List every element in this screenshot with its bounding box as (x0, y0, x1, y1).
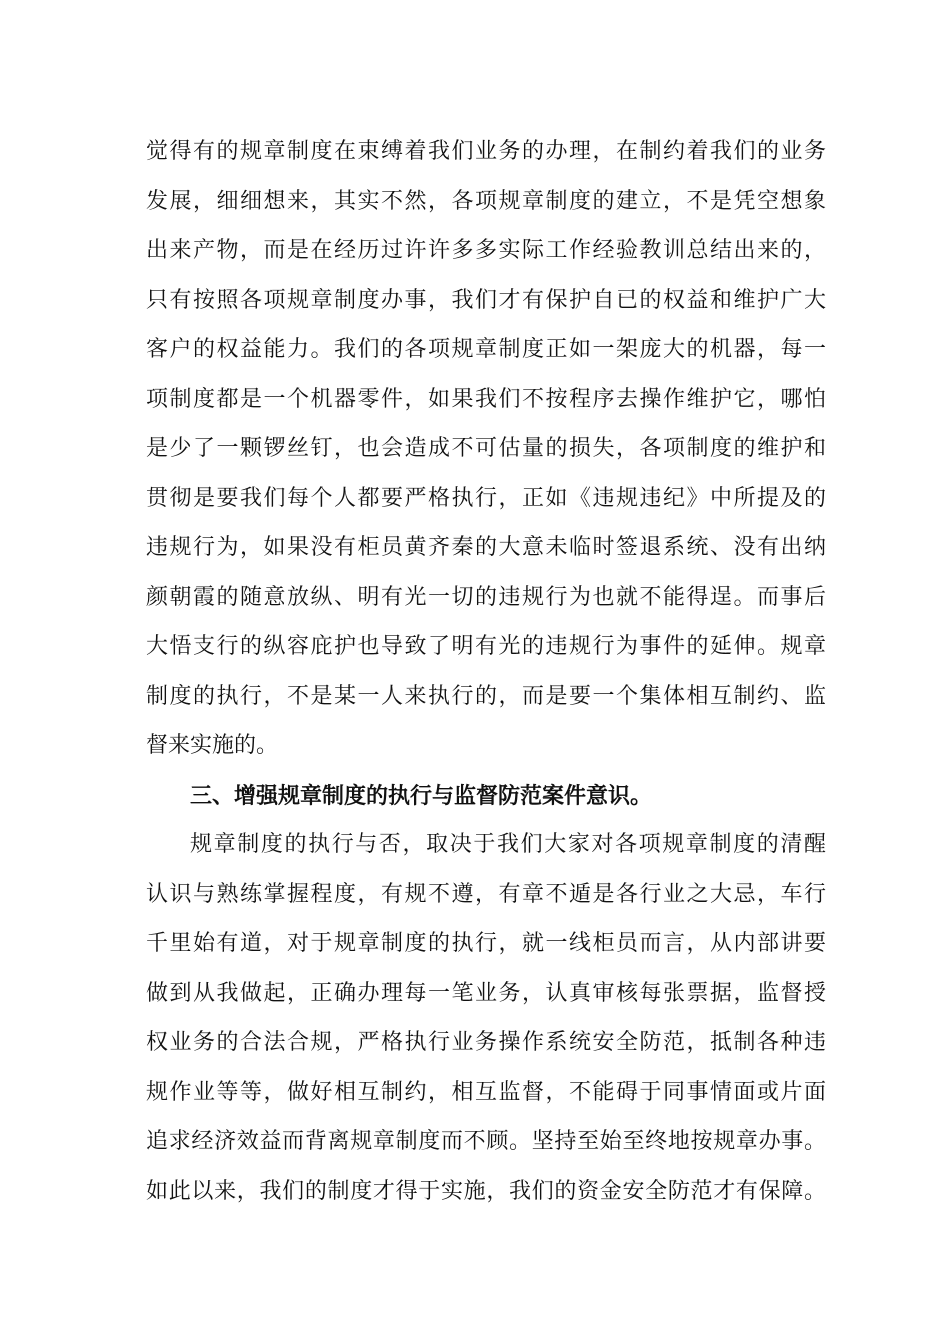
paragraph-line: 大悟支行的纵容庇护也导致了明有光的违规行为事件的延伸。规章 (146, 634, 826, 659)
paragraph-line: 制度的执行，不是某一人来执行的，而是要一个集体相互制约、监 (146, 684, 826, 709)
paragraph-line: 出来产物，而是在经历过许许多多实际工作经验教训总结出来的， (146, 238, 826, 263)
paragraph-line: 只有按照各项规章制度办事，我们才有保护自已的权益和维护广大 (146, 288, 826, 313)
paragraph-line: 权业务的合法合规，严格执行业务操作系统安全防范，抵制各种违 (146, 1030, 826, 1055)
paragraph-line: 发展，细细想来，其实不然，各项规章制度的建立，不是凭空想象 (146, 189, 826, 214)
paragraph-line: 项制度都是一个机器零件，如果我们不按程序去操作维护它，哪怕 (146, 387, 826, 412)
paragraph-line: 贯彻是要我们每个人都要严格执行，正如《违规违纪》中所提及的 (146, 486, 826, 511)
paragraph-line: 如此以来，我们的制度才得于实施，我们的资金安全防范才有保障。 (146, 1179, 826, 1204)
paragraph-line: 是少了一颗锣丝钉，也会造成不可估量的损失，各项制度的维护和 (146, 436, 826, 461)
paragraph-line: 颜朝霞的随意放纵、明有光一切的违规行为也就不能得逞。而事后 (146, 585, 826, 610)
paragraph-line: 规作业等等，做好相互制约，相互监督，不能碍于同事情面或片面 (146, 1080, 826, 1105)
paragraph-line: 觉得有的规章制度在束缚着我们业务的办理，在制约着我们的业务 (146, 139, 826, 164)
paragraph-line: 认识与熟练掌握程度，有规不遵，有章不遁是各行业之大忌，车行 (146, 882, 826, 907)
paragraph-line: 违规行为，如果没有柜员黄齐秦的大意未临时签退系统、没有出纳 (146, 535, 826, 560)
section-heading: 三、增强规章制度的执行与监督防范案件意识。 (190, 783, 653, 809)
paragraph-line: 千里始有道，对于规章制度的执行，就一线柜员而言，从内部讲要 (146, 931, 826, 956)
paragraph-line: 规章制度的执行与否，取决于我们大家对各项规章制度的清醒 (190, 832, 826, 857)
paragraph-line: 客户的权益能力。我们的各项规章制度正如一架庞大的机器，每一 (146, 337, 826, 362)
paragraph-line: 做到从我做起，正确办理每一笔业务，认真审核每张票据，监督授 (146, 981, 826, 1006)
paragraph-line: 追求经济效益而背离规章制度而不顾。坚持至始至终地按规章办事。 (146, 1129, 826, 1154)
paragraph-line: 督来实施的。 (146, 733, 279, 758)
